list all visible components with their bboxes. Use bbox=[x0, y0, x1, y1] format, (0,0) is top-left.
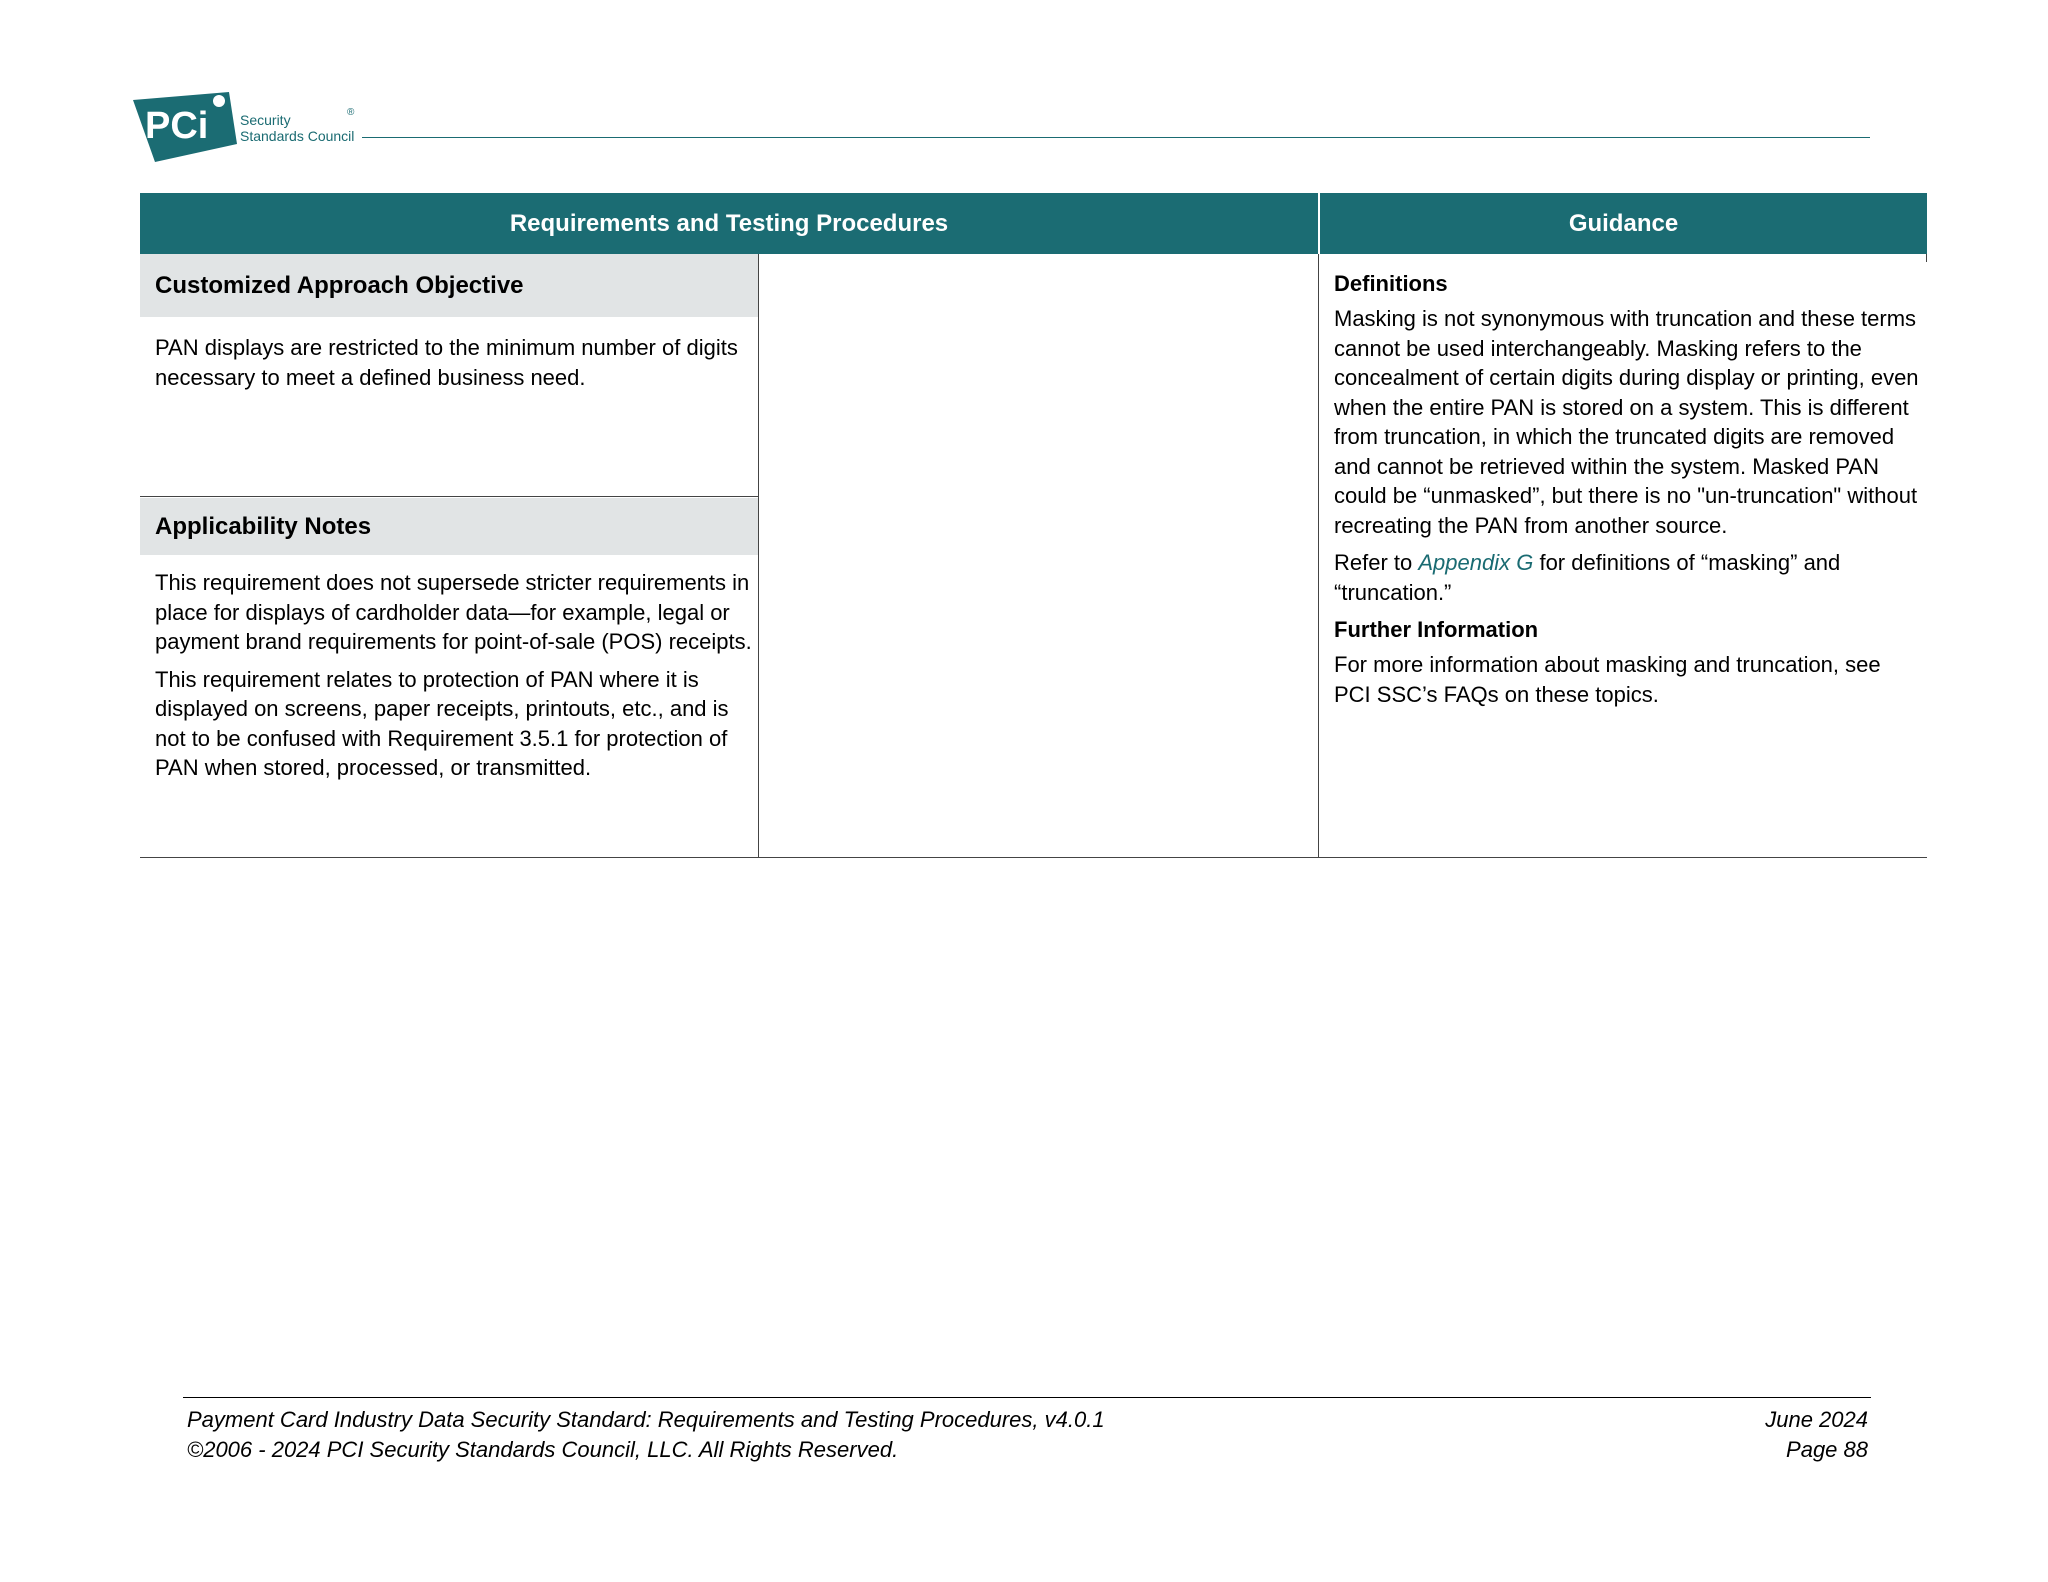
footer-page-number: Page 88 bbox=[1786, 1437, 1868, 1462]
col-divider-left bbox=[758, 254, 759, 858]
logo-wordmark: Security Standards Council bbox=[240, 112, 355, 144]
footer-left bbox=[187, 1405, 1105, 1465]
guidance-content bbox=[1334, 269, 1919, 717]
applicability-notes-text: This requirement does not supersede stricter requirements in place for displays of cardholder data—for example, legal or payment brand requirements for point-of-sale (POS) receipts. This requirement relates to protection of PAN where it is displayed on screens, paper receipts, printouts, etc., and is not to be confused with Requirement 3.5.1 for protection of PAN when stored, processed, or transmitted. bbox=[155, 570, 752, 780]
definitions-heading: Definitions bbox=[1334, 271, 1448, 296]
table-bottom bbox=[140, 857, 1927, 858]
definitions-text: Masking is not synonymous with truncation and these terms cannot be used interchangeably. Masking refers to the concealment of certain digits during display or printing, even when the entire PAN is stored on a system. This is different from truncation, in which the truncated digits are removed and cannot be retrieved within the system. Masked PAN could be “unmasked”, but there is no "un-truncation" without recreating the PAN from another source. bbox=[1334, 306, 1919, 538]
footer-rule bbox=[183, 1397, 1871, 1398]
footer-copyright: ©2006 - 2024 PCI Security Standards Council, LLC. All Rights Reserved. bbox=[187, 1437, 899, 1462]
header-requirements: Requirements and Testing Procedures bbox=[140, 193, 1318, 254]
header-rule bbox=[362, 137, 1870, 138]
footer-right bbox=[1765, 1405, 1868, 1465]
requirements-table bbox=[140, 193, 1927, 858]
pci-logo-mark bbox=[133, 92, 237, 162]
appendix-g-link[interactable]: Appendix G bbox=[1418, 550, 1534, 575]
header-guidance: Guidance bbox=[1320, 193, 1927, 254]
row-divider bbox=[140, 496, 758, 497]
refer-text: Refer to Appendix G for definitions of “masking” and “truncation.” bbox=[1334, 550, 1841, 605]
applicability-notes-heading: Applicability Notes bbox=[140, 498, 758, 555]
svg-text:PCi: PCi bbox=[145, 105, 209, 147]
table-right-edge bbox=[1926, 254, 1927, 262]
footer-title: Payment Card Industry Data Security Standard: Requirements and Testing Procedures, v4.0.1 bbox=[187, 1407, 1105, 1432]
further-information-text: For more information about masking and truncation, see PCI SSC’s FAQs on these topics. bbox=[1334, 652, 1881, 707]
footer-date: June 2024 bbox=[1765, 1407, 1868, 1432]
col-divider-guidance bbox=[1318, 254, 1319, 858]
customized-approach-heading: Customized Approach Objective bbox=[140, 254, 758, 317]
pci-logo bbox=[133, 92, 373, 162]
registered-mark: ® bbox=[347, 107, 355, 118]
customized-approach-text: PAN displays are restricted to the minimum number of digits necessary to meet a defined business need. bbox=[155, 335, 738, 390]
further-information-heading: Further Information bbox=[1334, 617, 1539, 642]
